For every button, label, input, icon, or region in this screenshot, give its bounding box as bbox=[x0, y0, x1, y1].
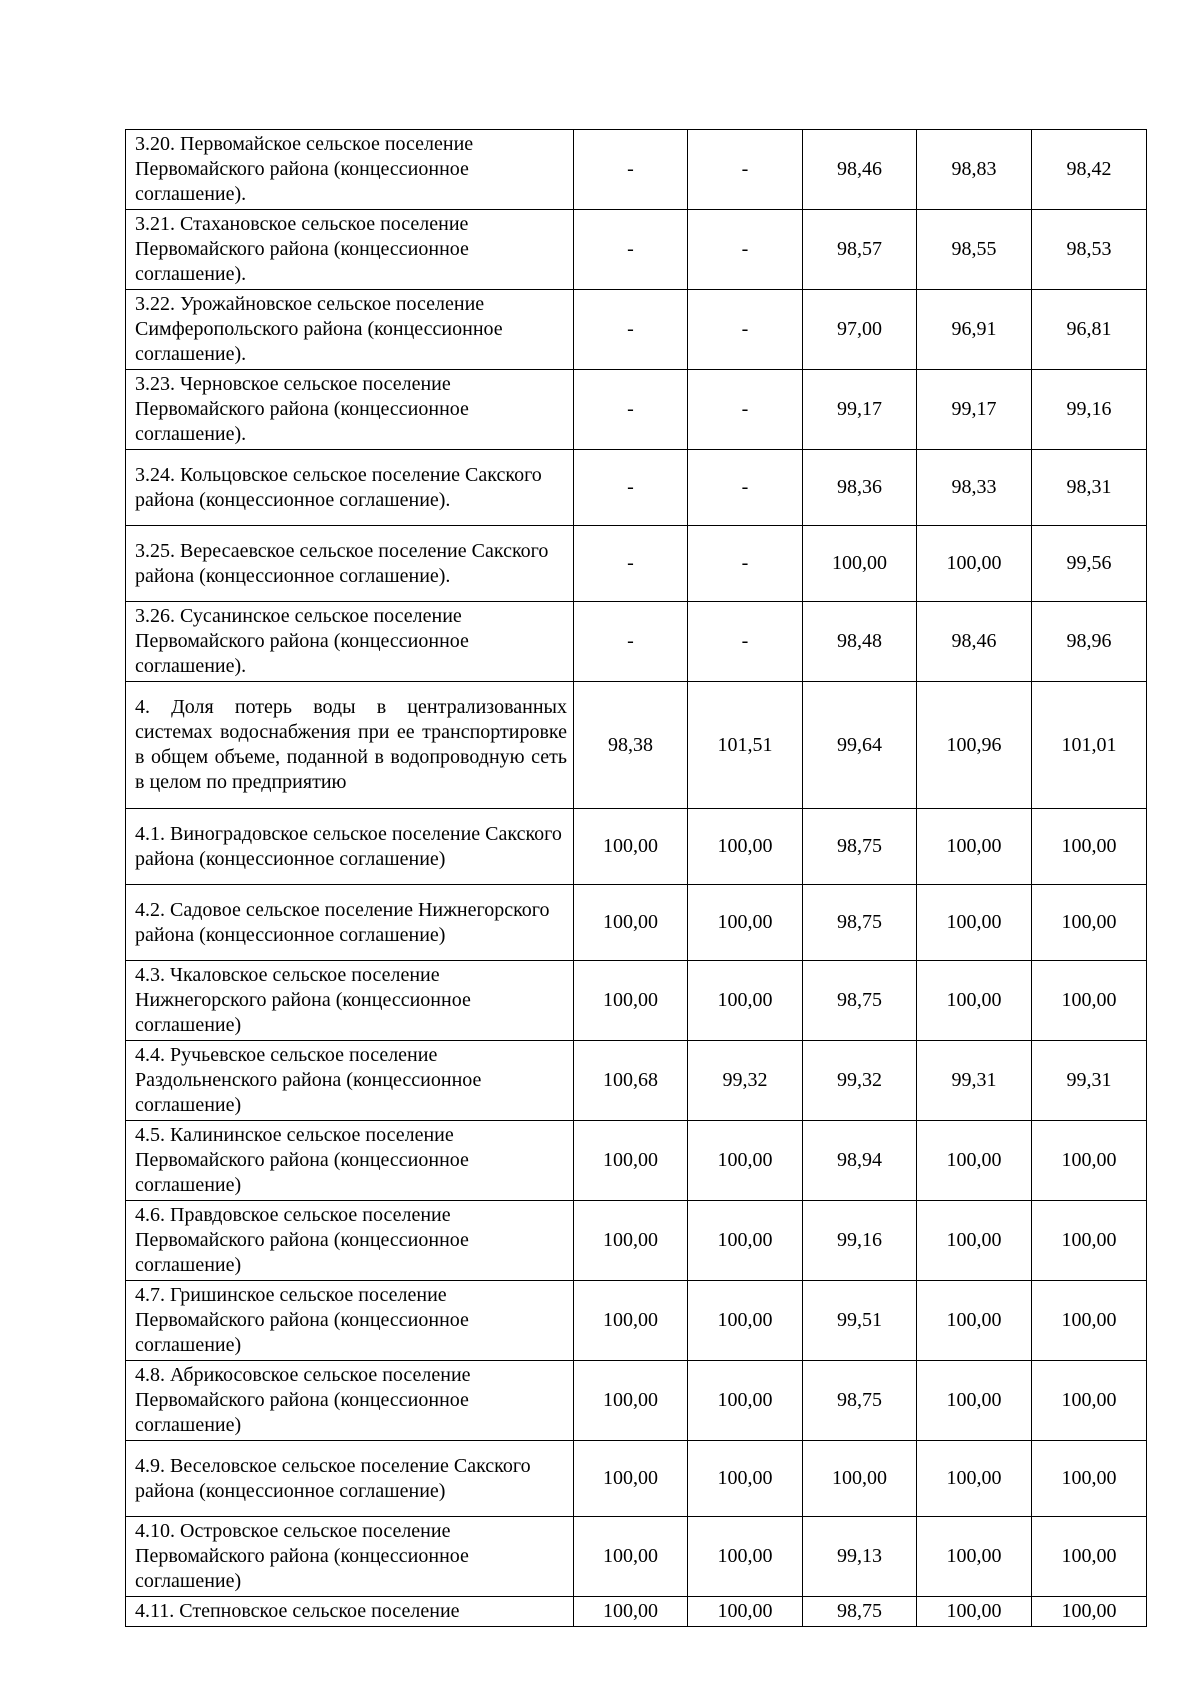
row-label: 4.6. Правдовское сельское поселение Первомайского района (концессионное соглашение) bbox=[126, 1201, 574, 1281]
value-cell: 100,00 bbox=[1032, 809, 1147, 885]
row-label: 3.25. Вересаевское сельское поселение Сакского района (концессионное соглашение). bbox=[126, 526, 574, 602]
row-label: 3.23. Черновское сельское поселение Первомайского района (концессионное соглашение). bbox=[126, 370, 574, 450]
table-row bbox=[126, 682, 1147, 809]
value-cell: - bbox=[574, 602, 688, 682]
value-cell: 100,00 bbox=[917, 1121, 1032, 1201]
value-cell: - bbox=[688, 526, 803, 602]
value-cell: 100,00 bbox=[574, 1281, 688, 1361]
row-label: 4.9. Веселовское сельское поселение Сакского района (концессионное соглашение) bbox=[126, 1441, 574, 1517]
value-cell: 100,00 bbox=[917, 526, 1032, 602]
row-label: 3.24. Кольцовское сельское поселение Сакского района (концессионное соглашение). bbox=[126, 450, 574, 526]
value-cell: 100,00 bbox=[688, 1517, 803, 1597]
value-cell: 99,56 bbox=[1032, 526, 1147, 602]
value-cell: - bbox=[574, 450, 688, 526]
value-cell: 100,00 bbox=[917, 961, 1032, 1041]
table-row bbox=[126, 602, 1147, 682]
value-cell: 98,55 bbox=[917, 210, 1032, 290]
value-cell: - bbox=[688, 602, 803, 682]
table-row bbox=[126, 1201, 1147, 1281]
value-cell: 99,51 bbox=[803, 1281, 917, 1361]
value-cell: 98,31 bbox=[1032, 450, 1147, 526]
table-row bbox=[126, 1281, 1147, 1361]
value-cell: 98,36 bbox=[803, 450, 917, 526]
table-row bbox=[126, 130, 1147, 210]
row-label: 4. Доля потерь воды в централизованных системах водоснабжения при ее транспортировке в общем объеме, поданной в водопроводную сеть в целом по предприятию bbox=[126, 682, 574, 809]
value-cell: 99,31 bbox=[1032, 1041, 1147, 1121]
value-cell: 100,00 bbox=[1032, 1441, 1147, 1517]
value-cell: 100,00 bbox=[574, 1121, 688, 1201]
value-cell: - bbox=[574, 130, 688, 210]
value-cell: - bbox=[574, 370, 688, 450]
value-cell: 100,00 bbox=[688, 885, 803, 961]
value-cell: 98,75 bbox=[803, 961, 917, 1041]
value-cell: 98,57 bbox=[803, 210, 917, 290]
value-cell: - bbox=[688, 290, 803, 370]
value-cell: - bbox=[574, 290, 688, 370]
value-cell: 100,00 bbox=[688, 1201, 803, 1281]
value-cell: 97,00 bbox=[803, 290, 917, 370]
row-label: 3.26. Сусанинское сельское поселение Первомайского района (концессионное соглашение). bbox=[126, 602, 574, 682]
value-cell: 100,00 bbox=[688, 1597, 803, 1627]
value-cell: 100,00 bbox=[574, 1201, 688, 1281]
value-cell: 99,16 bbox=[803, 1201, 917, 1281]
value-cell: 100,00 bbox=[917, 1281, 1032, 1361]
table-row bbox=[126, 370, 1147, 450]
table-row bbox=[126, 1361, 1147, 1441]
table-row bbox=[126, 1517, 1147, 1597]
value-cell: 98,46 bbox=[917, 602, 1032, 682]
value-cell: 98,53 bbox=[1032, 210, 1147, 290]
table-row bbox=[126, 1441, 1147, 1517]
value-cell: 99,13 bbox=[803, 1517, 917, 1597]
value-cell: 100,00 bbox=[917, 885, 1032, 961]
value-cell: 96,91 bbox=[917, 290, 1032, 370]
row-label: 3.21. Стахановское сельское поселение Первомайского района (концессионное соглашение). bbox=[126, 210, 574, 290]
value-cell: 100,00 bbox=[917, 1517, 1032, 1597]
value-cell: 98,33 bbox=[917, 450, 1032, 526]
value-cell: 99,31 bbox=[917, 1041, 1032, 1121]
indicator-table bbox=[125, 129, 1147, 1627]
value-cell: 100,00 bbox=[688, 1281, 803, 1361]
value-cell: 100,00 bbox=[688, 961, 803, 1041]
value-cell: 100,00 bbox=[1032, 1281, 1147, 1361]
table-row bbox=[126, 290, 1147, 370]
value-cell: - bbox=[688, 130, 803, 210]
value-cell: 101,51 bbox=[688, 682, 803, 809]
value-cell: 100,00 bbox=[1032, 961, 1147, 1041]
value-cell: 98,42 bbox=[1032, 130, 1147, 210]
value-cell: 100,00 bbox=[1032, 1597, 1147, 1627]
row-label: 4.11. Степновское сельское поселение bbox=[126, 1597, 574, 1627]
value-cell: 98,75 bbox=[803, 1361, 917, 1441]
row-label: 4.1. Виноградовское сельское поселение Сакского района (концессионное соглашение) bbox=[126, 809, 574, 885]
row-label: 3.22. Урожайновское сельское поселение Симферопольского района (концессионное соглашение). bbox=[126, 290, 574, 370]
value-cell: 100,96 bbox=[917, 682, 1032, 809]
table-row bbox=[126, 1597, 1147, 1627]
value-cell: 100,00 bbox=[803, 526, 917, 602]
value-cell: 99,17 bbox=[803, 370, 917, 450]
table-row bbox=[126, 961, 1147, 1041]
value-cell: 100,00 bbox=[574, 885, 688, 961]
value-cell: - bbox=[688, 370, 803, 450]
value-cell: 98,75 bbox=[803, 885, 917, 961]
value-cell: 100,00 bbox=[574, 1441, 688, 1517]
table-row bbox=[126, 809, 1147, 885]
value-cell: - bbox=[574, 210, 688, 290]
value-cell: 100,00 bbox=[688, 1441, 803, 1517]
table-row bbox=[126, 210, 1147, 290]
value-cell: 100,00 bbox=[1032, 1517, 1147, 1597]
value-cell: 100,00 bbox=[574, 1361, 688, 1441]
value-cell: 98,94 bbox=[803, 1121, 917, 1201]
value-cell: 100,00 bbox=[1032, 1361, 1147, 1441]
value-cell: 100,00 bbox=[917, 1201, 1032, 1281]
value-cell: 100,00 bbox=[1032, 1201, 1147, 1281]
value-cell: 100,00 bbox=[574, 1597, 688, 1627]
value-cell: 100,00 bbox=[574, 809, 688, 885]
row-label: 3.20. Первомайское сельское поселение Первомайского района (концессионное соглашение). bbox=[126, 130, 574, 210]
table-row bbox=[126, 526, 1147, 602]
value-cell: 100,00 bbox=[917, 809, 1032, 885]
table-row bbox=[126, 885, 1147, 961]
value-cell: - bbox=[574, 526, 688, 602]
row-label: 4.7. Гришинское сельское поселение Первомайского района (концессионное соглашение) bbox=[126, 1281, 574, 1361]
value-cell: 100,00 bbox=[917, 1441, 1032, 1517]
value-cell: - bbox=[688, 210, 803, 290]
value-cell: 100,00 bbox=[688, 1361, 803, 1441]
value-cell: 98,48 bbox=[803, 602, 917, 682]
value-cell: 100,00 bbox=[917, 1361, 1032, 1441]
value-cell: 98,75 bbox=[803, 1597, 917, 1627]
value-cell: 96,81 bbox=[1032, 290, 1147, 370]
value-cell: 99,32 bbox=[688, 1041, 803, 1121]
row-label: 4.4. Ручьевское сельское поселение Раздольненского района (концессионное соглашение) bbox=[126, 1041, 574, 1121]
value-cell: 100,00 bbox=[688, 809, 803, 885]
row-label: 4.5. Калининское сельское поселение Первомайского района (концессионное соглашение) bbox=[126, 1121, 574, 1201]
table-row bbox=[126, 450, 1147, 526]
row-label: 4.2. Садовое сельское поселение Нижнегорского района (концессионное соглашение) bbox=[126, 885, 574, 961]
value-cell: - bbox=[688, 450, 803, 526]
value-cell: 100,68 bbox=[574, 1041, 688, 1121]
table-row bbox=[126, 1121, 1147, 1201]
table-row bbox=[126, 1041, 1147, 1121]
value-cell: 100,00 bbox=[574, 1517, 688, 1597]
value-cell: 99,17 bbox=[917, 370, 1032, 450]
value-cell: 99,64 bbox=[803, 682, 917, 809]
value-cell: 98,38 bbox=[574, 682, 688, 809]
value-cell: 100,00 bbox=[574, 961, 688, 1041]
value-cell: 99,32 bbox=[803, 1041, 917, 1121]
value-cell: 101,01 bbox=[1032, 682, 1147, 809]
value-cell: 99,16 bbox=[1032, 370, 1147, 450]
value-cell: 100,00 bbox=[917, 1597, 1032, 1627]
value-cell: 100,00 bbox=[803, 1441, 917, 1517]
value-cell: 100,00 bbox=[1032, 1121, 1147, 1201]
value-cell: 98,46 bbox=[803, 130, 917, 210]
row-label: 4.10. Островское сельское поселение Первомайского района (концессионное соглашение) bbox=[126, 1517, 574, 1597]
value-cell: 100,00 bbox=[688, 1121, 803, 1201]
value-cell: 100,00 bbox=[1032, 885, 1147, 961]
value-cell: 98,75 bbox=[803, 809, 917, 885]
row-label: 4.8. Абрикосовское сельское поселение Первомайского района (концессионное соглашение) bbox=[126, 1361, 574, 1441]
row-label: 4.3. Чкаловское сельское поселение Нижнегорского района (концессионное соглашение) bbox=[126, 961, 574, 1041]
value-cell: 98,96 bbox=[1032, 602, 1147, 682]
value-cell: 98,83 bbox=[917, 130, 1032, 210]
